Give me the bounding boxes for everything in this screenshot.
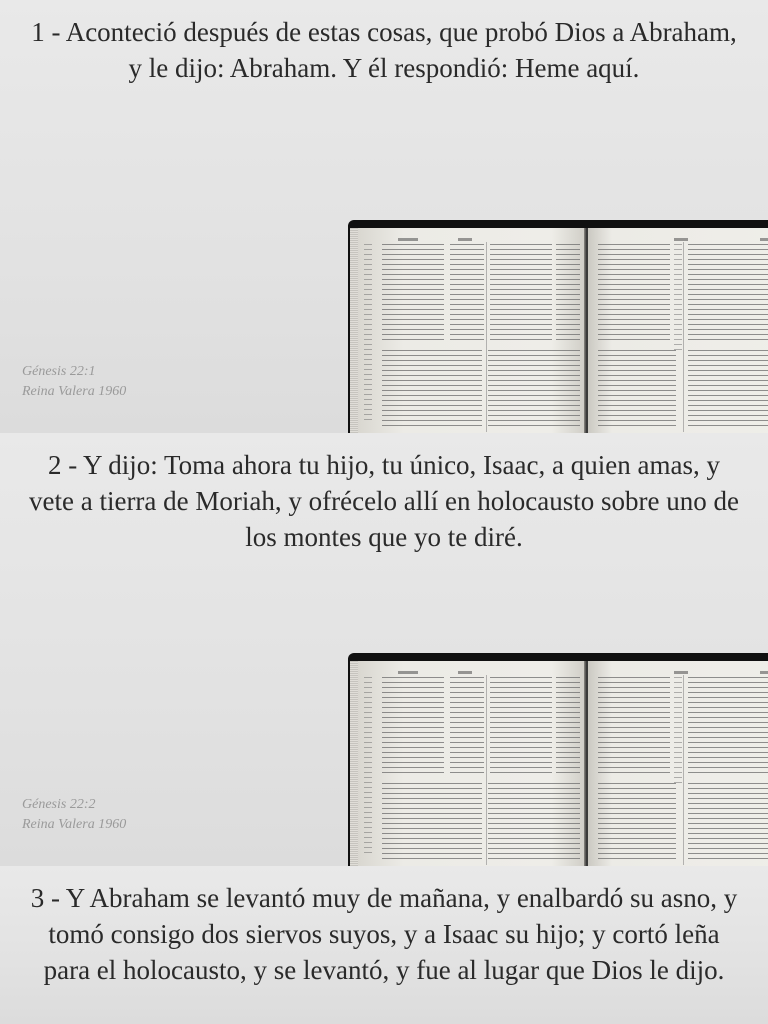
verse-card-1 xyxy=(0,0,768,434)
reference-book: Génesis 22:1 xyxy=(22,364,96,379)
open-bible-image xyxy=(348,220,768,434)
reference-book: Génesis 22:2 xyxy=(22,797,96,812)
verse-reference xyxy=(22,795,126,835)
verse-text: 1 - Aconteció después de estas cosas, que probó Dios a Abraham, y le dijo: Abraham. Y él respondió: Heme aquí. xyxy=(31,17,737,83)
verse-text: 2 - Y dijo: Toma ahora tu hijo, tu único, Isaac, a quien amas, y vete a tierra de Moriah, y ofrécelo allí en holocausto sobre uno de los montes que yo te diré. xyxy=(29,450,739,552)
reference-version: Reina Valera 1960 xyxy=(22,384,127,399)
verse-reference xyxy=(22,362,126,402)
reference-version: Reina Valera 1960 xyxy=(22,817,127,832)
verse-card-2 xyxy=(0,433,768,867)
verse-card-3 xyxy=(0,866,768,1024)
verse-text: 3 - Y Abraham se levantó muy de mañana, y enalbardó su asno, y tomó consigo dos siervos suyos, y a Isaac su hijo; y cortó leña para el holocausto, y se levantó, y fue al lugar que Dios le dijo. xyxy=(30,883,738,985)
open-bible-image xyxy=(348,653,768,867)
